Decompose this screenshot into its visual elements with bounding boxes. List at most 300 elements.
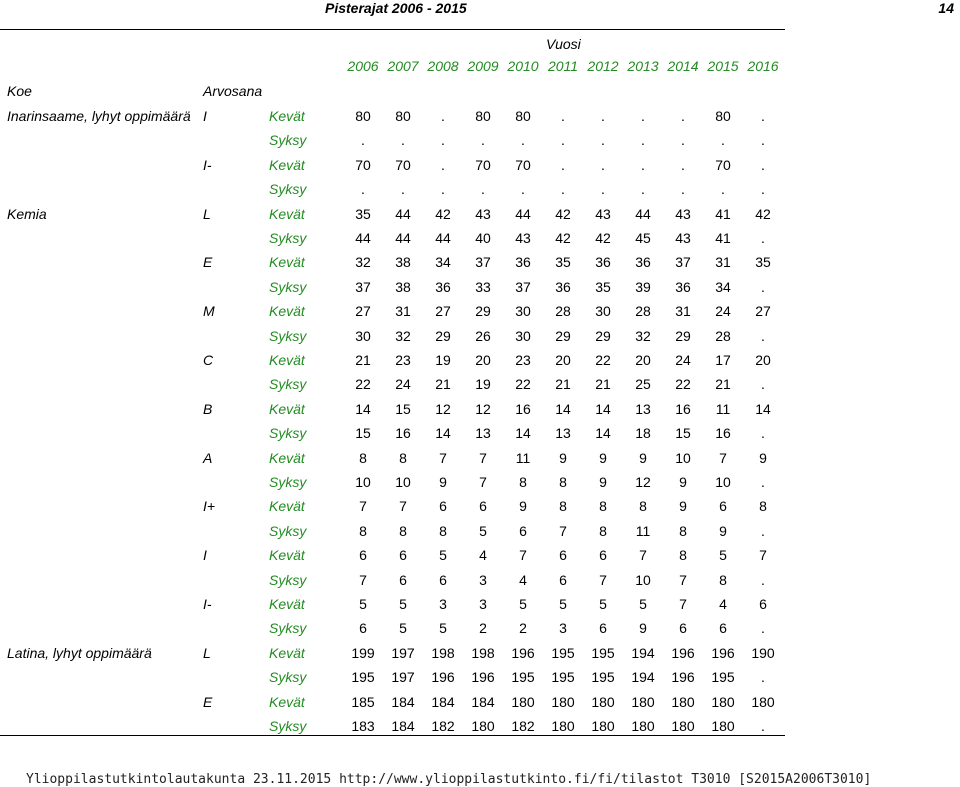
value-cell: 180	[711, 693, 735, 710]
value-cell: 24	[715, 303, 731, 320]
value-cell: 21	[715, 376, 731, 393]
value-cell: .	[761, 108, 765, 124]
value-cell: 180	[551, 718, 575, 734]
value-cell: .	[761, 620, 765, 637]
value-cell: 44	[355, 230, 371, 246]
year-header-2010: 2010	[507, 58, 539, 74]
kausi-cell: Syksy	[269, 474, 307, 490]
arvosana-cell: I+	[203, 498, 216, 515]
value-cell: 5	[719, 547, 727, 564]
value-cell: 195	[511, 669, 535, 686]
value-cell: 14	[755, 400, 771, 417]
arvosana-cell: I	[203, 547, 207, 564]
value-cell: 8	[359, 449, 367, 466]
value-cell: 20	[635, 352, 651, 368]
value-cell: 70	[395, 156, 411, 173]
arvosana-cell: I	[203, 108, 207, 124]
kausi-cell: Syksy	[269, 669, 307, 686]
value-cell: 7	[679, 571, 687, 588]
value-cell: .	[561, 108, 565, 124]
value-cell: 11	[515, 449, 531, 466]
value-cell: .	[361, 132, 365, 149]
value-cell: 190	[751, 644, 775, 661]
value-cell: 36	[435, 278, 451, 295]
arvosana-cell: M	[203, 303, 215, 320]
value-cell: 21	[435, 376, 451, 393]
value-cell: 43	[595, 205, 611, 222]
value-cell: .	[481, 181, 485, 198]
value-cell: 8	[599, 498, 607, 515]
value-cell: 6	[559, 547, 567, 564]
value-cell: 28	[635, 303, 651, 320]
value-cell: 6	[359, 620, 367, 637]
value-cell: .	[601, 181, 605, 198]
value-cell: 4	[519, 571, 527, 588]
value-cell: 180	[511, 693, 535, 710]
value-cell: 180	[751, 693, 775, 710]
value-cell: 10	[715, 474, 731, 490]
value-cell: 35	[555, 254, 571, 271]
kausi-cell: Kevät	[269, 205, 305, 222]
value-cell: 30	[355, 327, 371, 344]
value-cell: .	[601, 108, 605, 124]
value-cell: 195	[591, 669, 615, 686]
value-cell: 12	[635, 474, 651, 490]
value-cell: 13	[635, 400, 651, 417]
value-cell: 7	[359, 571, 367, 588]
value-cell: 24	[675, 352, 691, 368]
year-header-2013: 2013	[627, 58, 659, 74]
value-cell: 10	[635, 571, 651, 588]
value-cell: 36	[515, 254, 531, 271]
value-cell: 4	[719, 596, 727, 612]
value-cell: 19	[435, 352, 451, 368]
year-header-2014: 2014	[667, 58, 699, 74]
value-cell: .	[561, 156, 565, 173]
kausi-cell: Kevät	[269, 547, 305, 564]
value-cell: 198	[471, 644, 495, 661]
value-cell: 42	[435, 205, 451, 222]
value-cell: 8	[439, 522, 447, 539]
value-cell: 32	[635, 327, 651, 344]
value-cell: 197	[391, 644, 415, 661]
arvosana-cell: L	[203, 205, 211, 222]
value-cell: 12	[475, 400, 491, 417]
value-cell: .	[761, 669, 765, 686]
value-cell: 8	[719, 571, 727, 588]
value-cell: 22	[355, 376, 371, 393]
value-cell: 36	[635, 254, 651, 271]
value-cell: 7	[359, 498, 367, 515]
value-cell: 14	[515, 425, 531, 442]
year-header-2015: 2015	[707, 58, 739, 74]
value-cell: 21	[555, 376, 571, 393]
kausi-cell: Kevät	[269, 400, 305, 417]
value-cell: 5	[599, 596, 607, 612]
value-cell: .	[761, 327, 765, 344]
kausi-cell: Kevät	[269, 156, 305, 173]
value-cell: 44	[395, 205, 411, 222]
column-group-label: Vuosi	[546, 36, 581, 52]
value-cell: 45	[635, 230, 651, 246]
value-cell: 42	[555, 205, 571, 222]
kausi-cell: Kevät	[269, 108, 305, 124]
value-cell: 29	[555, 327, 571, 344]
value-cell: 31	[715, 254, 731, 271]
value-cell: 13	[475, 425, 491, 442]
value-cell: .	[761, 522, 765, 539]
value-cell: 42	[595, 230, 611, 246]
value-cell: 8	[759, 498, 767, 515]
value-cell: 9	[559, 449, 567, 466]
arvosana-cell: E	[203, 693, 213, 710]
value-cell: 2	[519, 620, 527, 637]
arvosana-cell: L	[203, 644, 211, 661]
value-cell: 4	[479, 547, 487, 564]
value-cell: .	[361, 181, 365, 198]
value-cell: 29	[675, 327, 691, 344]
value-cell: 7	[479, 449, 487, 466]
kausi-cell: Syksy	[269, 132, 307, 149]
value-cell: 9	[679, 498, 687, 515]
value-cell: 9	[519, 498, 527, 515]
value-cell: 9	[439, 474, 447, 490]
arvosana-cell: I-	[203, 596, 212, 612]
value-cell: 29	[475, 303, 491, 320]
value-cell: 196	[671, 644, 695, 661]
value-cell: 20	[755, 352, 771, 368]
kausi-cell: Syksy	[269, 181, 307, 198]
value-cell: 3	[439, 596, 447, 612]
value-cell: 8	[359, 522, 367, 539]
value-cell: 25	[635, 376, 651, 393]
value-cell: .	[761, 181, 765, 198]
value-cell: 6	[599, 547, 607, 564]
value-cell: 44	[395, 230, 411, 246]
value-cell: 180	[671, 718, 695, 734]
value-cell: .	[601, 132, 605, 149]
value-cell: .	[681, 156, 685, 173]
value-cell: 12	[435, 400, 451, 417]
value-cell: 14	[595, 425, 611, 442]
value-cell: 184	[431, 693, 455, 710]
value-cell: 185	[351, 693, 375, 710]
value-cell: 15	[395, 400, 411, 417]
value-cell: .	[481, 132, 485, 149]
value-cell: .	[721, 132, 725, 149]
value-cell: 31	[395, 303, 411, 320]
kausi-cell: Kevät	[269, 352, 305, 368]
value-cell: 32	[355, 254, 371, 271]
kausi-cell: Syksy	[269, 522, 307, 539]
value-cell: .	[441, 156, 445, 173]
value-cell: 35	[595, 278, 611, 295]
value-cell: .	[521, 181, 525, 198]
value-cell: 43	[675, 230, 691, 246]
value-cell: 24	[395, 376, 411, 393]
arvosana-header: Arvosana	[203, 83, 263, 99]
value-cell: 6	[719, 498, 727, 515]
arvosana-cell: E	[203, 254, 213, 271]
kausi-cell: Syksy	[269, 376, 307, 393]
value-cell: 14	[355, 400, 371, 417]
value-cell: 14	[555, 400, 571, 417]
value-cell: 8	[559, 474, 567, 490]
kausi-cell: Kevät	[269, 498, 305, 515]
kausi-cell: Kevät	[269, 693, 305, 710]
value-cell: 28	[555, 303, 571, 320]
value-cell: 31	[675, 303, 691, 320]
value-cell: 3	[559, 620, 567, 637]
value-cell: 180	[671, 693, 695, 710]
value-cell: 36	[675, 278, 691, 295]
value-cell: 27	[355, 303, 371, 320]
value-cell: 42	[755, 205, 771, 222]
value-cell: 7	[759, 547, 767, 564]
value-cell: 7	[559, 522, 567, 539]
value-cell: 28	[715, 327, 731, 344]
value-cell: 5	[399, 596, 407, 612]
value-cell: 20	[555, 352, 571, 368]
arvosana-cell: C	[203, 352, 214, 368]
value-cell: 196	[471, 669, 495, 686]
value-cell: 195	[591, 644, 615, 661]
value-cell: 22	[595, 352, 611, 368]
value-cell: .	[601, 156, 605, 173]
value-cell: 7	[439, 449, 447, 466]
value-cell: 196	[511, 644, 535, 661]
value-cell: 70	[475, 156, 491, 173]
value-cell: 7	[519, 547, 527, 564]
value-cell: 182	[431, 718, 455, 734]
value-cell: 41	[715, 205, 731, 222]
value-cell: .	[681, 108, 685, 124]
value-cell: 70	[715, 156, 731, 173]
value-cell: 195	[551, 669, 575, 686]
value-cell: .	[761, 425, 765, 442]
value-cell: 180	[471, 718, 495, 734]
value-cell: 5	[359, 596, 367, 612]
value-cell: 9	[679, 474, 687, 490]
value-cell: 44	[515, 205, 531, 222]
value-cell: 5	[439, 547, 447, 564]
value-cell: 6	[439, 498, 447, 515]
value-cell: 180	[631, 718, 655, 734]
value-cell: 6	[599, 620, 607, 637]
value-cell: .	[681, 132, 685, 149]
value-cell: 8	[559, 498, 567, 515]
value-cell: .	[401, 181, 405, 198]
value-cell: 44	[635, 205, 651, 222]
value-cell: 8	[679, 522, 687, 539]
value-cell: 39	[635, 278, 651, 295]
value-cell: 23	[395, 352, 411, 368]
value-cell: 197	[391, 669, 415, 686]
value-cell: .	[441, 108, 445, 124]
value-cell: 8	[519, 474, 527, 490]
value-cell: 36	[595, 254, 611, 271]
value-cell: 34	[715, 278, 731, 295]
value-cell: 198	[431, 644, 455, 661]
footer-text: Ylioppilastutkintolautakunta 23.11.2015 http://www.ylioppilastutkinto.fi/fi/tilastot T3010 [S2015A2006T3010]	[26, 772, 872, 787]
value-cell: .	[761, 230, 765, 246]
value-cell: 16	[675, 400, 691, 417]
value-cell: 21	[595, 376, 611, 393]
kausi-cell: Syksy	[269, 620, 307, 637]
value-cell: .	[681, 181, 685, 198]
value-cell: 6	[399, 547, 407, 564]
value-cell: 6	[359, 547, 367, 564]
value-cell: 20	[475, 352, 491, 368]
value-cell: .	[761, 156, 765, 173]
value-cell: 16	[715, 425, 731, 442]
value-cell: 43	[475, 205, 491, 222]
value-cell: 7	[679, 596, 687, 612]
value-cell: 8	[639, 498, 647, 515]
value-cell: 184	[471, 693, 495, 710]
value-cell: 44	[435, 230, 451, 246]
year-header-2016: 2016	[747, 58, 779, 74]
value-cell: .	[401, 132, 405, 149]
kausi-cell: Kevät	[269, 254, 305, 271]
value-cell: 3	[479, 596, 487, 612]
value-cell: 11	[635, 522, 651, 539]
value-cell: 40	[475, 230, 491, 246]
value-cell: 184	[391, 718, 415, 734]
value-cell: .	[641, 156, 645, 173]
value-cell: 5	[559, 596, 567, 612]
value-cell: .	[761, 474, 765, 490]
kausi-cell: Kevät	[269, 303, 305, 320]
value-cell: .	[761, 571, 765, 588]
value-cell: 180	[551, 693, 575, 710]
arvosana-cell: A	[203, 449, 213, 466]
value-cell: 14	[435, 425, 451, 442]
value-cell: 5	[479, 522, 487, 539]
arvosana-cell: I-	[203, 156, 212, 173]
value-cell: 5	[639, 596, 647, 612]
value-cell: 5	[439, 620, 447, 637]
value-cell: 34	[435, 254, 451, 271]
koe-cell: Latina, lyhyt oppimäärä	[7, 644, 152, 661]
value-cell: 30	[515, 303, 531, 320]
value-cell: 35	[755, 254, 771, 271]
value-cell: 22	[515, 376, 531, 393]
value-cell: 180	[711, 718, 735, 734]
kausi-cell: Kevät	[269, 596, 305, 612]
koe-header: Koe	[7, 83, 32, 99]
value-cell: 7	[639, 547, 647, 564]
value-cell: 37	[475, 254, 491, 271]
kausi-cell: Kevät	[269, 644, 305, 661]
value-cell: 80	[475, 108, 491, 124]
value-cell: 80	[395, 108, 411, 124]
value-cell: 6	[719, 620, 727, 637]
value-cell: 36	[555, 278, 571, 295]
value-cell: 2	[479, 620, 487, 637]
value-cell: 195	[351, 669, 375, 686]
value-cell: 6	[519, 522, 527, 539]
value-cell: .	[561, 181, 565, 198]
value-cell: .	[761, 718, 765, 734]
value-cell: 22	[675, 376, 691, 393]
value-cell: 41	[715, 230, 731, 246]
value-cell: 9	[639, 620, 647, 637]
value-cell: 184	[391, 693, 415, 710]
kausi-cell: Syksy	[269, 718, 307, 734]
value-cell: 196	[431, 669, 455, 686]
value-cell: 38	[395, 254, 411, 271]
value-cell: .	[641, 181, 645, 198]
value-cell: 6	[439, 571, 447, 588]
value-cell: 6	[399, 571, 407, 588]
value-cell: 9	[759, 449, 767, 466]
value-cell: 11	[715, 400, 731, 417]
value-cell: 9	[599, 449, 607, 466]
value-cell: .	[761, 278, 765, 295]
value-cell: 16	[395, 425, 411, 442]
koe-cell: Inarinsaame, lyhyt oppimäärä	[7, 108, 191, 124]
value-cell: 27	[755, 303, 771, 320]
koe-cell: Kemia	[7, 205, 47, 222]
value-cell: 80	[515, 108, 531, 124]
value-cell: 8	[679, 547, 687, 564]
value-cell: 7	[599, 571, 607, 588]
kausi-cell: Syksy	[269, 327, 307, 344]
document-title: Pisterajat 2006 - 2015	[325, 0, 467, 16]
value-cell: 37	[675, 254, 691, 271]
value-cell: 7	[719, 449, 727, 466]
value-cell: 180	[631, 693, 655, 710]
value-cell: .	[561, 132, 565, 149]
value-cell: 10	[355, 474, 371, 490]
value-cell: 14	[595, 400, 611, 417]
kausi-cell: Syksy	[269, 425, 307, 442]
value-cell: .	[761, 376, 765, 393]
value-cell: 35	[355, 205, 371, 222]
value-cell: 80	[355, 108, 371, 124]
value-cell: .	[641, 108, 645, 124]
value-cell: 5	[399, 620, 407, 637]
value-cell: 180	[591, 693, 615, 710]
value-cell: 29	[595, 327, 611, 344]
value-cell: 16	[515, 400, 531, 417]
value-cell: 33	[475, 278, 491, 295]
value-cell: 195	[551, 644, 575, 661]
year-header-2008: 2008	[427, 58, 459, 74]
value-cell: 196	[711, 644, 735, 661]
value-cell: 194	[631, 644, 655, 661]
value-cell: 43	[515, 230, 531, 246]
value-cell: 42	[555, 230, 571, 246]
value-cell: 6	[679, 620, 687, 637]
value-cell: 10	[395, 474, 411, 490]
value-cell: 5	[519, 596, 527, 612]
kausi-cell: Syksy	[269, 278, 307, 295]
value-cell: 37	[515, 278, 531, 295]
value-cell: .	[521, 132, 525, 149]
value-cell: 194	[631, 669, 655, 686]
value-cell: 70	[515, 156, 531, 173]
value-cell: 30	[595, 303, 611, 320]
value-cell: 70	[355, 156, 371, 173]
value-cell: 27	[435, 303, 451, 320]
value-cell: 7	[399, 498, 407, 515]
table-bottom-rule	[0, 735, 785, 736]
value-cell: 15	[675, 425, 691, 442]
value-cell: 9	[639, 449, 647, 466]
value-cell: 30	[515, 327, 531, 344]
